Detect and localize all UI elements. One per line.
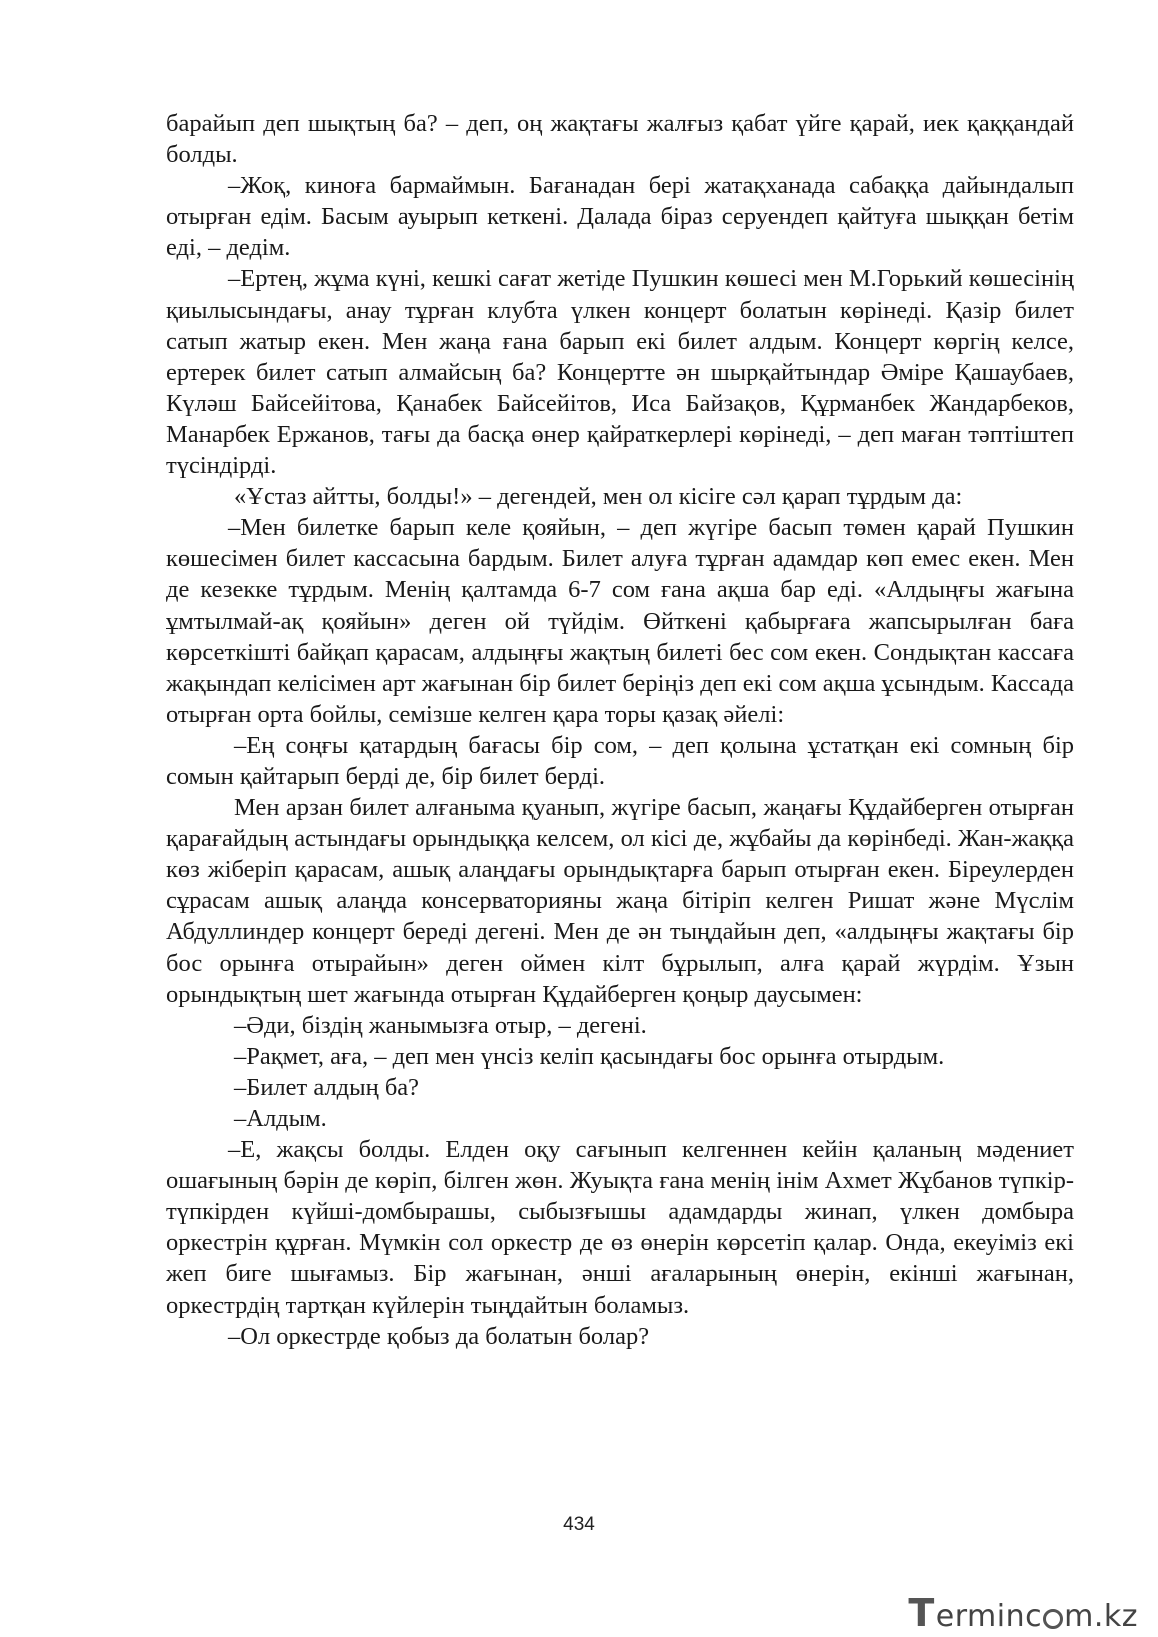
paragraph: –Е, жақсы болды. Елден оқу сағынып келгеннен кейін қаланың мәдениет ошағының бәрін де көріп, білген жөн. Жуықта ғана менің інім Ахмет Жұбанов түпкір-түпкірден күйші-домбырашы, сыбызғышы адамдарды жинап, үлкен домбыра оркестрін құрған. Мүмкін сол оркестр де өз өнерін көрсетіп қалар. Онда, екеуіміз екі жеп биге шығамыз. Бір жағынан, әнші ағаларының өнерін, екінші жағынан, оркестрдің тартқан күйлерін тыңдайтын боламыз. xyxy=(166,1136,1074,1319)
paragraph: барайып деп шықтың ба? – деп, оң жақтағы жалғыз қабат үйге қарай, иек қаққандай болды. xyxy=(166,110,1074,169)
paragraph: –Ертең, жұма күні, кешкі сағат жетіде Пушкин көшесі мен М.Горький көшесінің қиылысындағы, анау тұрған клубта үлкен концерт болатын көрінеді. Қазір билет сатып жатыр екен. Мен жаңа ғана барып екі билет алдым. Концерт көргің келсе, ертерек билет сатып алмайсың ба? Концертте ән шырқайтындар Әміре Қашаубаев, Күләш Байсейітова, Қанабек Байсейітов, Иса Байзақов, Құрманбек Жандарбеков, Манарбек Ержанов, тағы да басқа өнер қайраткерлері көрінеді, – деп маған тәптіштеп түсіндірді. xyxy=(166,265,1074,480)
paragraph: –Ол оркестрде қобыз да болатын болар? xyxy=(228,1322,650,1350)
watermark-o-ring-icon xyxy=(1043,1609,1063,1629)
page-number: 434 xyxy=(563,1514,595,1535)
paragraph: –Мен билетке барып келе қояйын, – деп жүгіре басып төмен қарай Пушкин көшесімен билет кассасына бардым. Билет алуға тұрған адамдар көп емес екен. Мен де кезекке тұрдым. Менің қалтамда 6-7 сом ғана ақша бар еді. «Алдыңғы жағына ұмтылмай-ақ қояйын» деген ой түйдім. Өйткені қабырғаға жапсырылған баға көрсеткішті байқап қарасам, алдыңғы жақтың билеті бес сом екен. Сондықтан кассаға жақындап келісімен арт жағынан бір билет беріңіз деп екі сом ақша ұсындым. Кассада отырған орта бойлы, семізше келген қара торы қазақ әйелі: xyxy=(166,514,1074,728)
paragraph: Мен арзан билет алғаныма қуанып, жүгіре басып, жаңағы Құдайберген отырған қарағайдың астындағы орындыққа келсем, ол кісі де, жұбайы да көрінбеді. Жан-жаққа көз жіберіп қарасам, ашық алаңдағы орындықтарға барып отырған екен. Біреулерден сұрасам ашық алаңда консерваторияны жаңа бітіріп келген Ришат және Мүслім Абдуллиндер концерт береді дегені. Мен де ән тыңдайын деп, «алдыңғы жақтағы бір бос орынға отырайын» деген оймен кілт бұрылып, алға қарай жүрдім. Ұзын орындықтың шет жағында отырған Құдайберген қоңыр даусымен: xyxy=(166,794,1074,1008)
watermark-logo-letter: T xyxy=(908,1591,935,1635)
paragraph: –Алдым. xyxy=(234,1105,327,1132)
watermark-logo-domain: m.kz xyxy=(1064,1599,1138,1634)
paragraph: –Әди, біздің жанымызға отыр, – дегені. xyxy=(234,1011,647,1039)
paragraph: «Ұстаз айтты, болды!» – дегендей, мен ол кісіге сәл қарап тұрдым да: xyxy=(234,483,963,511)
body-text xyxy=(166,108,1074,1352)
paragraph: –Ең соңғы қатардың бағасы бір сом, – деп қолына ұстатқан екі сомның бір сомын қайтарып берді де, бір билет берді. xyxy=(166,731,1074,790)
watermark-logo-text: erminc xyxy=(935,1599,1043,1634)
paragraph: –Рақмет, аға, – деп мен үнсіз келіп қасындағы бос орынға отырдым. xyxy=(234,1042,945,1070)
paragraph: –Жоқ, киноға бармаймын. Бағанадан бері жатақханада сабаққа дайындалып отырған едім. Басым ауырып кеткені. Далада біраз серуендеп қайтуға шыққан бетім еді, – дедім. xyxy=(166,172,1074,262)
paragraph: –Билет алдың ба? xyxy=(234,1073,420,1101)
site-watermark-logo xyxy=(908,1591,1138,1635)
